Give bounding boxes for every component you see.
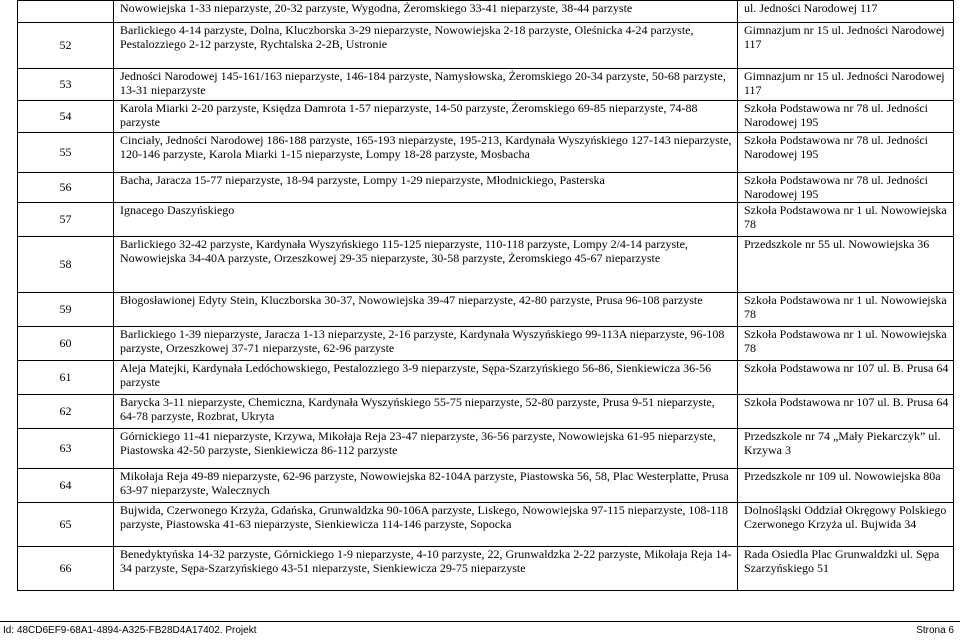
polling-station: Szkoła Podstawowa nr 78 ul. Jedności Narodowej 195: [738, 173, 954, 203]
table-row: [18, 327, 954, 361]
district-streets: Bujwida, Czerwonego Krzyża, Gdańska, Grunwaldzka 90-106A parzyste, Liskego, Nowowiejska 97-115 nieparzyste, 108-118 parzyste, Piastowska 41-63 nieparzyste, Sienkiewicza 114-146 parzyste, Sopocka: [114, 503, 738, 547]
polling-station: Przedszkole nr 74 „Mały Piekarczyk” ul. Krzywa 3: [738, 429, 954, 469]
table-row: [18, 23, 954, 69]
polling-station: Przedszkole nr 109 ul. Nowowiejska 80a: [738, 469, 954, 503]
district-streets: Barlickiego 4-14 parzyste, Dolna, Kluczborska 3-29 nieparzyste, Nowowiejska 2-18 parzyste, Oleśnicka 4-24 parzyste, Pestalozziego 2-12 parzyste, Rychtalska 2-2B, Ustronie: [114, 23, 738, 69]
district-streets: Aleja Matejki, Kardynała Ledóchowskiego, Pestalozziego 3-9 nieparzyste, Sępa-Szarzyńskiego 56-86, Sienkiewicza 36-56 parzyste: [114, 361, 738, 395]
district-number: 54: [18, 101, 114, 133]
district-streets: Jedności Narodowej 145-161/163 nieparzyste, 146-184 parzyste, Namysłowska, Żeromskiego 20-34 parzyste, 50-68 parzyste, 13-31 nieparzyste: [114, 69, 738, 101]
polling-station: Gimnazjum nr 15 ul. Jedności Narodowej 117: [738, 69, 954, 101]
district-number: 66: [18, 547, 114, 591]
district-number: 65: [18, 503, 114, 547]
table-row: [18, 69, 954, 101]
polling-districts-table: [17, 0, 954, 591]
table-row: [18, 237, 954, 293]
district-number: 59: [18, 293, 114, 327]
district-streets: Karola Miarki 2-20 parzyste, Księdza Damrota 1-57 nieparzyste, 14-50 parzyste, Żeromskiego 69-85 nieparzyste, 74-88 parzyste: [114, 101, 738, 133]
table-row: [18, 429, 954, 469]
district-streets: Nowowiejska 1-33 nieparzyste, 20-32 parzyste, Wygodna, Żeromskiego 33-41 nieparzyste, 38-44 parzyste: [114, 1, 738, 23]
table-row: [18, 395, 954, 429]
table-row: [18, 101, 954, 133]
district-number: 57: [18, 203, 114, 237]
polling-station: Szkoła Podstawowa nr 107 ul. B. Prusa 64: [738, 395, 954, 429]
district-number: 63: [18, 429, 114, 469]
footer-divider: [0, 621, 960, 622]
polling-station: Szkoła Podstawowa nr 1 ul. Nowowiejska 78: [738, 203, 954, 237]
table-row: [18, 547, 954, 591]
table-row: [18, 469, 954, 503]
table-row: [18, 133, 954, 173]
district-number: 52: [18, 23, 114, 69]
polling-station: Rada Osiedla Plac Grunwaldzki ul. Sępa Szarzyńskiego 51: [738, 547, 954, 591]
district-streets: Barycka 3-11 nieparzyste, Chemiczna, Kardynała Wyszyńskiego 55-75 nieparzyste, 52-80 parzyste, Prusa 9-51 nieparzyste, 64-78 parzyste, Rozbrat, Ukryta: [114, 395, 738, 429]
table-row: [18, 203, 954, 237]
table-row: [18, 173, 954, 203]
district-streets: Cinciały, Jedności Narodowej 186-188 parzyste, 165-193 nieparzyste, 195-213, Kardynała Wyszyńskiego 127-143 nieparzyste, 120-146 parzyste, Karola Miarki 1-15 nieparzyste, Lompy 18-28 parzyste, Mosbacha: [114, 133, 738, 173]
district-number: [18, 1, 114, 23]
polling-station: Dolnośląski Oddział Okręgowy Polskiego Czerwonego Krzyża ul. Bujwida 34: [738, 503, 954, 547]
district-streets: Ignacego Daszyńskiego: [114, 203, 738, 237]
district-number: 62: [18, 395, 114, 429]
polling-station: ul. Jedności Narodowej 117: [738, 1, 954, 23]
district-number: 64: [18, 469, 114, 503]
document-id: Id: 48CD6EF9-68A1-4894-A325-FB28D4A17402. Projekt: [3, 625, 257, 636]
district-streets: Benedyktyńska 14-32 parzyste, Górnickiego 1-9 nieparzyste, 4-10 parzyste, 22, Grunwaldzka 2-22 parzyste, Mikołaja Reja 14-34 parzyste, Sępa-Szarzyńskiego 43-51 nieparzyste, Sienkiewicza 29-75 nieparzyste: [114, 547, 738, 591]
polling-station: Szkoła Podstawowa nr 78 ul. Jedności Narodowej 195: [738, 101, 954, 133]
district-streets: Mikołaja Reja 49-89 nieparzyste, 62-96 parzyste, Nowowiejska 82-104A parzyste, Piastowska 56, 58, Plac Westerplatte, Prusa 63-97 nieparzyste, Walecznych: [114, 469, 738, 503]
district-number: 56: [18, 173, 114, 203]
district-number: 58: [18, 237, 114, 293]
district-number: 53: [18, 69, 114, 101]
table-row: [18, 293, 954, 327]
district-streets: Górnickiego 11-41 nieparzyste, Krzywa, Mikołaja Reja 23-47 nieparzyste, 36-56 parzyste, Nowowiejska 61-95 nieparzyste, Piastowska 42-50 parzyste, Sienkiewicza 86-112 parzyste: [114, 429, 738, 469]
polling-station: Szkoła Podstawowa nr 1 ul. Nowowiejska 78: [738, 293, 954, 327]
polling-station: Szkoła Podstawowa nr 107 ul. B. Prusa 64: [738, 361, 954, 395]
district-number: 60: [18, 327, 114, 361]
table-row: [18, 1, 954, 23]
table-body: [18, 1, 954, 591]
table-row: [18, 503, 954, 547]
polling-station: Szkoła Podstawowa nr 78 ul. Jedności Narodowej 195: [738, 133, 954, 173]
page-number: Strona 6: [916, 625, 954, 636]
district-streets: Barlickiego 1-39 nieparzyste, Jaracza 1-13 nieparzyste, 2-16 parzyste, Kardynała Wyszyńskiego 99-113A nieparzyste, 96-108 parzyste, Orzeszkowej 37-71 nieparzyste, 62-96 parzyste: [114, 327, 738, 361]
polling-station: Przedszkole nr 55 ul. Nowowiejska 36: [738, 237, 954, 293]
district-number: 55: [18, 133, 114, 173]
polling-station: Gimnazjum nr 15 ul. Jedności Narodowej 117: [738, 23, 954, 69]
district-streets: Bacha, Jaracza 15-77 nieparzyste, 18-94 parzyste, Lompy 1-29 nieparzyste, Młodnickiego, Pasterska: [114, 173, 738, 203]
table-row: [18, 361, 954, 395]
district-streets: Barlickiego 32-42 parzyste, Kardynała Wyszyńskiego 115-125 nieparzyste, 110-118 parzyste, Lompy 2/4-14 parzyste, Nowowiejska 34-40A parzyste, Orzeszkowej 29-35 nieparzyste, 30-58 parzyste, Żeromskiego 45-67 nieparzyste: [114, 237, 738, 293]
district-streets: Błogosławionej Edyty Stein, Kluczborska 30-37, Nowowiejska 39-47 nieparzyste, 42-80 parzyste, Prusa 96-108 parzyste: [114, 293, 738, 327]
polling-station: Szkoła Podstawowa nr 1 ul. Nowowiejska 78: [738, 327, 954, 361]
district-number: 61: [18, 361, 114, 395]
